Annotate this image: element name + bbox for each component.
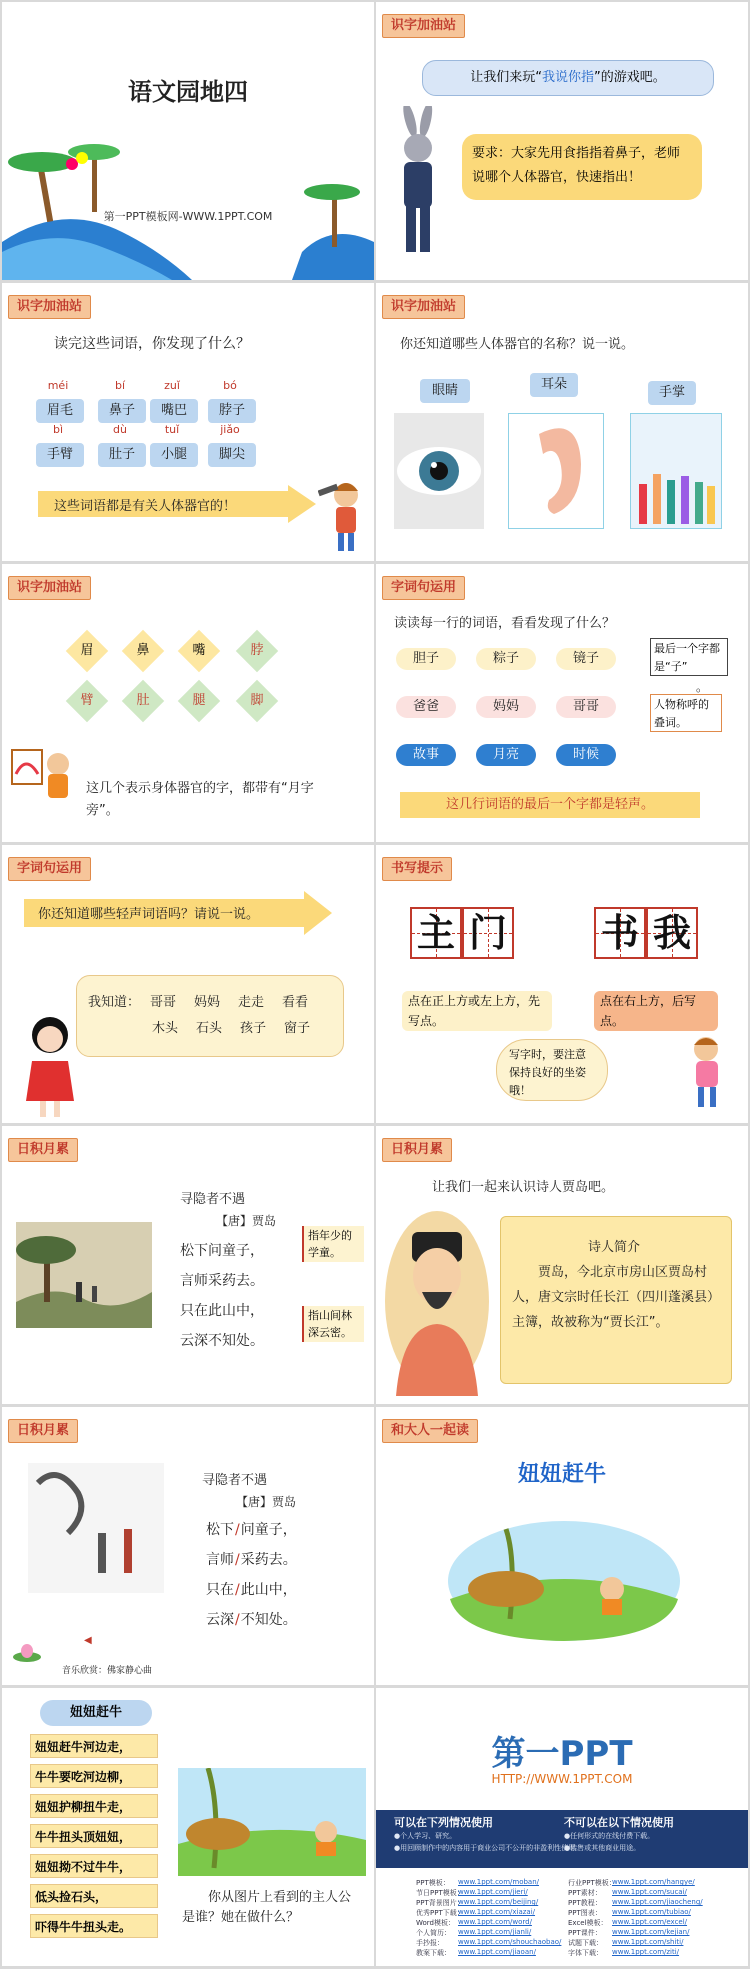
story-line: 低头捡石头， <box>30 1884 158 1908</box>
char-box-shu <box>594 907 646 959</box>
character-diamond <box>236 630 278 672</box>
link-label: 试题下载： <box>568 1939 603 1947</box>
speaker-icon[interactable]: ◀ <box>84 1635 92 1646</box>
link-url[interactable]: www.1ppt.com/jiaoan/ <box>458 1948 536 1956</box>
note-period: 。 <box>696 680 709 694</box>
word-pill: 时候 <box>556 744 616 766</box>
link-url[interactable]: www.1ppt.com/word/ <box>458 1918 532 1926</box>
word-pill: 月亮 <box>476 744 536 766</box>
poem-line: 云深不知处。 <box>180 1333 264 1349</box>
story-line: 妞妞赶牛河边走， <box>30 1734 158 1758</box>
speech-bubble <box>422 60 714 96</box>
child-telescope-illustration <box>318 473 368 553</box>
character-diamond <box>178 680 220 722</box>
pinyin-label: tuǐ <box>164 423 180 436</box>
slide-credits[interactable] <box>376 1688 748 1966</box>
label-palm: 手掌 <box>648 381 696 405</box>
character-text: 肚 <box>136 693 150 708</box>
link-url[interactable]: www.1ppt.com/excel/ <box>612 1918 688 1926</box>
note-kinship: 人物称呼的叠词。 <box>650 694 722 732</box>
light-tone-word: 看看 <box>282 995 309 1010</box>
pinyin-label: bì <box>52 423 64 436</box>
link-label: PPT课件： <box>568 1929 602 1937</box>
beach-island-illustration <box>2 122 374 280</box>
question-text: 读完这些词语，你发现了什么？ <box>54 336 250 352</box>
link-label: PPT图表： <box>568 1909 602 1917</box>
pinyin-label: méi <box>47 379 69 392</box>
slide-poem-notes[interactable] <box>2 1126 374 1404</box>
can-item: ●用回顾制作中的内容用于商业公司不公开的非盈利性使用。 <box>394 1844 583 1852</box>
section-tag: 和大人一起读 <box>382 1419 478 1443</box>
link-url[interactable]: www.1ppt.com/tubiao/ <box>612 1908 691 1916</box>
light-tone-word: 哥哥 <box>150 995 177 1010</box>
slide-body-words[interactable] <box>2 283 374 561</box>
character-diamond <box>122 630 164 672</box>
pause-mark: / <box>235 1552 240 1568</box>
girl-thinking-illustration <box>682 1031 732 1111</box>
character-text: 鼻 <box>136 643 150 658</box>
link-label: 优秀PPT下载： <box>416 1909 464 1917</box>
site-caption: 第一PPT模板网-WWW.1PPT.COM <box>103 210 273 223</box>
char-zhu: 主 <box>416 911 455 955</box>
character-diamond <box>236 680 278 722</box>
character-diamond <box>66 680 108 722</box>
link-url[interactable]: www.1ppt.com/moban/ <box>458 1878 540 1886</box>
section-tag: 识字加油站 <box>382 14 465 38</box>
label-ear: 耳朵 <box>530 373 578 397</box>
word-pill: 妈妈 <box>476 696 536 718</box>
child-painting-illustration <box>10 744 80 814</box>
poem-phrase-b: 采药去。 <box>240 1552 297 1568</box>
answer-label: 我知道： <box>88 995 141 1010</box>
pinyin-label: zuǐ <box>164 379 180 392</box>
ink-painting <box>28 1463 164 1593</box>
link-label: PPT背景图片： <box>416 1899 464 1907</box>
poem-line: 松下问童子， <box>180 1243 264 1259</box>
label-eye: 眼睛 <box>420 379 470 403</box>
link-url[interactable]: www.1ppt.com/jieri/ <box>458 1888 528 1896</box>
poem-author: 【唐】贾岛 <box>216 1214 277 1228</box>
story-title-pill: 妞妞赶牛 <box>40 1700 152 1726</box>
light-tone-word: 走走 <box>238 995 265 1010</box>
char-box-zhu <box>410 907 462 959</box>
link-label: PPT模板： <box>416 1879 450 1887</box>
section-tag: 日积月累 <box>8 1419 78 1443</box>
slide-moon-radical[interactable] <box>2 564 374 842</box>
slide-light-tone[interactable] <box>376 564 748 842</box>
pause-mark: / <box>235 1522 240 1538</box>
slide-story-text[interactable] <box>2 1688 374 1966</box>
character-text: 脖 <box>250 643 264 658</box>
story-line: 妞妞拗不过牛牛， <box>30 1854 158 1878</box>
hands-photo <box>630 413 722 529</box>
poem-phrase-b: 不知处。 <box>240 1612 297 1628</box>
section-tag: 识字加油站 <box>8 576 91 600</box>
section-tag: 字词句运用 <box>8 857 91 881</box>
char-shu: 书 <box>600 911 639 955</box>
requirement-box: 要求：大家先用食指指着鼻子，老师说哪个人体器官，快速指出！ <box>462 134 702 200</box>
sitting-cloud: 写字时，要注意保持良好的坐姿哦！ <box>496 1039 608 1101</box>
story-picture <box>178 1768 366 1876</box>
link-url[interactable]: www.1ppt.com/jianli/ <box>458 1928 532 1936</box>
slide-writing-tips[interactable] <box>376 845 748 1123</box>
section-tag: 书写提示 <box>382 857 452 881</box>
char-wo: 我 <box>652 911 691 955</box>
scroll-text: 贾岛，今北京市房山区贾岛村人，唐文宗时任长江（四川蓬溪县）主簿，故被称为“贾长江”。 <box>512 1265 714 1330</box>
word-pill: 脖子 <box>208 399 256 423</box>
poem-phrase-a: 松下 <box>206 1522 234 1538</box>
word-pill: 眉毛 <box>36 399 84 423</box>
girl-illustration <box>22 1011 78 1119</box>
slide-more-words[interactable] <box>2 845 374 1123</box>
link-url[interactable]: www.1ppt.com/beijing/ <box>458 1898 539 1906</box>
poem-phrase-a: 只在 <box>206 1582 234 1598</box>
explanation-text: 这几个表示身体器官的字，都带有“月字旁”。 <box>86 781 314 818</box>
character-text: 眉 <box>80 643 94 658</box>
rabbit-officer-illustration <box>382 106 452 266</box>
link-label: PPT教程： <box>568 1899 602 1907</box>
char-box-wo <box>646 907 698 959</box>
link-url[interactable]: www.1ppt.com/jiaocheng/ <box>612 1898 703 1906</box>
word-pill: 小腿 <box>150 443 198 467</box>
pinyin-label: bó <box>223 379 237 392</box>
word-pill: 肚子 <box>98 443 146 467</box>
poem-line <box>206 1609 297 1629</box>
slide-read-together[interactable] <box>376 1407 748 1685</box>
poem-line <box>206 1579 297 1599</box>
answer-text: 这些词语都是有关人体器官的！ <box>54 499 237 514</box>
link-url[interactable]: www.1ppt.com/kejian/ <box>612 1928 690 1936</box>
section-tag: 日积月累 <box>382 1138 452 1162</box>
light-tone-word: 石头 <box>196 1021 223 1036</box>
word-pill: 镜子 <box>556 648 616 670</box>
note-zi: 最后一个字都是“子” <box>650 638 728 676</box>
pinyin-label: dù <box>113 423 127 436</box>
link-label: Word模板： <box>416 1919 455 1927</box>
music-caption: 音乐欣赏：佛家静心曲 <box>62 1666 153 1676</box>
can-use-title: 可以在下列情况使用 <box>394 1816 493 1829</box>
light-tone-word: 孩子 <box>240 1021 267 1036</box>
link-label: 节日PPT模板： <box>416 1889 464 1897</box>
pinyin-label: bí <box>114 379 126 392</box>
answer-bubble <box>76 975 344 1057</box>
logo-url[interactable]: HTTP://WWW.1PPT.COM <box>491 1772 633 1786</box>
link-label: 手抄报： <box>416 1939 444 1947</box>
question-text: 读读每一行的词语，看看发现了什么？ <box>394 616 616 631</box>
cannot-use-title: 不可以在以下情况使用 <box>564 1816 674 1829</box>
section-tag: 日积月累 <box>8 1138 78 1162</box>
word-pill: 鼻子 <box>98 399 146 423</box>
link-url[interactable]: www.1ppt.com/ziti/ <box>612 1948 680 1956</box>
word-pill: 脚尖 <box>208 443 256 467</box>
eye-photo <box>394 413 484 529</box>
lesson-title: 语文园地四 <box>128 77 248 106</box>
poem-phrase-a: 言师 <box>206 1552 234 1568</box>
pinyin-label: jiǎo <box>220 423 240 436</box>
word-pill: 粽子 <box>476 648 536 670</box>
tip-left: 点在正上方或左上方，先写点。 <box>402 991 552 1031</box>
poem-title: 寻隐者不遇 <box>202 1473 268 1488</box>
intro-text: 让我们一起来认识诗人贾岛吧。 <box>432 1180 615 1195</box>
pause-mark: / <box>235 1582 240 1598</box>
link-label: 字体下载： <box>568 1949 603 1957</box>
poem-phrase-a: 云深 <box>206 1612 234 1628</box>
lotus-icon <box>12 1643 42 1663</box>
link-url[interactable]: www.1ppt.com/sucai/ <box>612 1888 687 1896</box>
story-question: 你从图片上看到的主人公是谁？她在做什么？ <box>182 1890 352 1925</box>
character-text: 腿 <box>192 693 206 708</box>
word-pill: 故事 <box>396 744 456 766</box>
char-men: 门 <box>468 911 507 955</box>
character-text: 嘴 <box>192 643 206 658</box>
character-diamond <box>66 630 108 672</box>
bubble-text-b: ”的游戏吧。 <box>594 70 666 85</box>
story-line: 吓得牛牛扭头走。 <box>30 1914 158 1938</box>
word-pill: 手臂 <box>36 443 84 467</box>
poem-author: 【唐】贾岛 <box>236 1495 297 1509</box>
link-label: Excel模板： <box>568 1919 608 1927</box>
poem-phrase-b: 问童子， <box>240 1522 297 1538</box>
slide-poet-intro[interactable] <box>376 1126 748 1404</box>
story-line: 妞妞护柳扭牛走， <box>30 1794 158 1818</box>
ear-photo <box>508 413 604 529</box>
question-text: 你还知道哪些人体器官的名称？说一说。 <box>400 337 635 352</box>
word-pill: 哥哥 <box>556 696 616 718</box>
character-text: 脚 <box>250 693 264 708</box>
link-label: PPT素材： <box>568 1889 602 1897</box>
character-diamond <box>178 630 220 672</box>
word-pill: 嘴巴 <box>150 399 198 423</box>
story-line: 牛牛扭头顶妞妞， <box>30 1824 158 1848</box>
link-label: 个人简历： <box>416 1929 451 1937</box>
slide-organs[interactable] <box>376 283 748 561</box>
link-url[interactable]: www.1ppt.com/shiti/ <box>612 1938 684 1946</box>
poem-title: 寻隐者不遇 <box>180 1192 246 1207</box>
note-yunshen: 指山间林深云密。 <box>302 1306 364 1342</box>
section-tag: 字词句运用 <box>382 576 465 600</box>
character-text: 臂 <box>80 693 94 708</box>
story-title: 妞妞赶牛 <box>517 1461 606 1487</box>
link-label: 教案下载： <box>416 1949 451 1957</box>
story-line: 牛牛要吃河边柳， <box>30 1764 158 1788</box>
answer-bar: 这几行词语的最后一个字都是轻声。 <box>400 792 700 818</box>
link-url[interactable]: www.1ppt.com/xiazai/ <box>458 1908 536 1916</box>
link-url[interactable]: www.1ppt.com/hangye/ <box>612 1878 695 1886</box>
character-diamond <box>122 680 164 722</box>
word-pill: 胆子 <box>396 648 456 670</box>
word-pill: 爸爸 <box>396 696 456 718</box>
question-text: 你还知道哪些轻声词语吗？请说一说。 <box>38 907 260 922</box>
cannot-item: ●转售或其他商业用途。 <box>564 1844 641 1852</box>
tip-right: 点在右上方，后写点。 <box>594 991 718 1031</box>
poem-painting <box>16 1222 152 1328</box>
light-tone-word: 妈妈 <box>194 995 221 1010</box>
poet-portrait <box>382 1206 492 1396</box>
girl-cow-illustration <box>446 1519 682 1643</box>
pause-mark: / <box>235 1612 240 1628</box>
poem-line: 言师采药去。 <box>180 1273 264 1289</box>
slide-poem-reading[interactable] <box>2 1407 374 1685</box>
cannot-item: ●任何形式的在线付费下载。 <box>564 1832 655 1840</box>
scroll-title: 诗人简介 <box>588 1240 641 1255</box>
light-tone-word: 窗子 <box>284 1021 311 1036</box>
slide-title[interactable] <box>2 2 374 280</box>
slide-game[interactable] <box>376 2 748 280</box>
poem-line: 只在此山中， <box>180 1303 264 1319</box>
section-tag: 识字加油站 <box>382 295 465 319</box>
light-tone-word: 木头 <box>152 1021 179 1036</box>
poem-phrase-b: 此山中， <box>240 1582 297 1598</box>
link-url[interactable]: www.1ppt.com/shouchaobao/ <box>458 1938 562 1946</box>
bubble-highlight: 我说你指 <box>541 70 594 85</box>
section-tag: 识字加油站 <box>8 295 91 319</box>
note-tongzi: 指年少的学童。 <box>302 1226 364 1262</box>
poem-line <box>206 1519 297 1539</box>
bubble-text-a: 让我们来玩“ <box>470 70 542 85</box>
logo-text: 第一PPT <box>491 1734 633 1774</box>
poem-line <box>206 1549 297 1569</box>
can-item: ●个人学习、研究。 <box>394 1832 457 1840</box>
char-box-men <box>462 907 514 959</box>
link-label: 行业PPT模板： <box>568 1879 616 1887</box>
